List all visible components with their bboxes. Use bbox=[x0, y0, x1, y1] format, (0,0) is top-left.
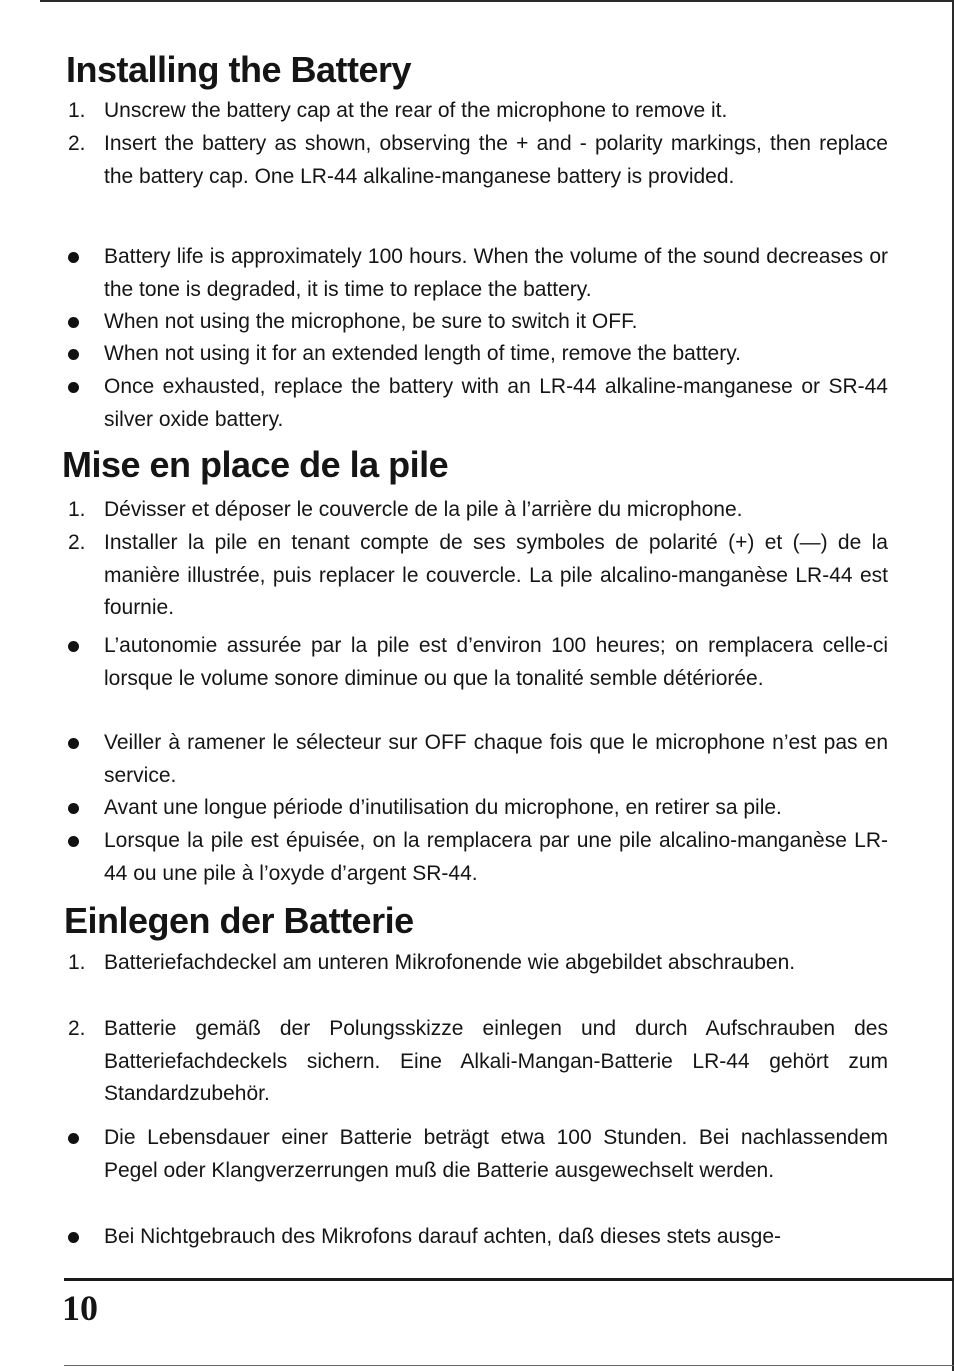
bullet-text: Bei Nichtgebrauch des Mikrofons darauf achten, daß dieses stets ausge- bbox=[104, 1225, 782, 1248]
bottom-edge-line bbox=[64, 1365, 954, 1366]
step-number: 2. bbox=[68, 132, 86, 155]
step-number: 1. bbox=[68, 951, 86, 974]
step-text: Unscrew the battery cap at the rear of the microphone to remove it. bbox=[104, 99, 728, 122]
step-number: 1. bbox=[68, 498, 86, 521]
bullet-text: Veiller à ramener le sélecteur sur OFF chaque fois que le microphone n’est pas en service. bbox=[104, 731, 888, 787]
bullet-text: Avant une longue période d’inutilisation du microphone, en retirer sa pile. bbox=[104, 796, 782, 819]
step-number: 2. bbox=[68, 1017, 86, 1040]
bullet-text: When not using the microphone, be sure to switch it OFF. bbox=[104, 310, 638, 333]
bullet-icon bbox=[68, 317, 79, 328]
footer-rule bbox=[64, 1278, 954, 1281]
bullet-icon bbox=[68, 738, 79, 749]
top-border-line bbox=[40, 0, 954, 2]
bullet-icon bbox=[68, 1232, 79, 1243]
section-title: Einlegen der Batterie bbox=[64, 900, 414, 941]
section-title: Mise en place de la pile bbox=[62, 444, 449, 485]
bullet-icon bbox=[68, 641, 79, 652]
step-number: 1. bbox=[68, 99, 86, 122]
step-text: Dévisser et déposer le couvercle de la pile à l’arrière du microphone. bbox=[104, 498, 743, 521]
bullet-text: Once exhausted, replace the battery with an LR-44 alkaline-manganese or SR-44 silver oxide battery. bbox=[104, 375, 888, 431]
step-text: Batterie gemäß der Polungsskizze einlegen und durch Aufschrauben des Batteriefachdeckels sichern. Eine Alkali-Mangan-Batterie LR-44 gehört zum Standardzubehör. bbox=[104, 1017, 888, 1105]
page-number: 10 bbox=[62, 1288, 98, 1328]
bullet-icon bbox=[68, 382, 79, 393]
bullet-text: L’autonomie assurée par la pile est d’environ 100 heures; on remplacera celle-ci lorsque le volume sonore diminue ou que la tonalité semble détériorée. bbox=[104, 634, 888, 690]
step-number: 2. bbox=[68, 531, 86, 554]
bullet-icon bbox=[68, 803, 79, 814]
bullet-icon bbox=[68, 1133, 79, 1144]
bullet-text: When not using it for an extended length of time, remove the battery. bbox=[104, 342, 741, 365]
step-text: Insert the battery as shown, observing the + and - polarity markings, then replace the battery cap. One LR-44 alkaline-manganese battery is provided. bbox=[104, 132, 888, 188]
bullet-icon bbox=[68, 836, 79, 847]
bullet-text: Battery life is approximately 100 hours. When the volume of the sound decreases or the tone is degraded, it is time to replace the battery. bbox=[104, 245, 888, 301]
bullet-icon bbox=[68, 349, 79, 360]
bullet-icon bbox=[68, 252, 79, 263]
step-text: Installer la pile en tenant compte de ses symboles de polarité (+) et (—) de la manière illustrée, puis replacer le couvercle. La pile alcalino-manganèse LR-44 est fournie. bbox=[104, 531, 888, 619]
bullet-text: Lorsque la pile est épuisée, on la remplacera par une pile alcalino-manganèse LR-44 ou une pile à l’oxyde d’argent SR-44. bbox=[104, 829, 888, 885]
bullet-text: Die Lebensdauer einer Batterie beträgt etwa 100 Stunden. Bei nachlassendem Pegel oder Klangverzerrungen muß die Batterie ausgewechselt werden. bbox=[104, 1126, 888, 1182]
step-text: Batteriefachdeckel am unteren Mikrofonende wie abgebildet abschrauben. bbox=[104, 951, 796, 974]
section-title: Installing the Battery bbox=[66, 49, 412, 90]
